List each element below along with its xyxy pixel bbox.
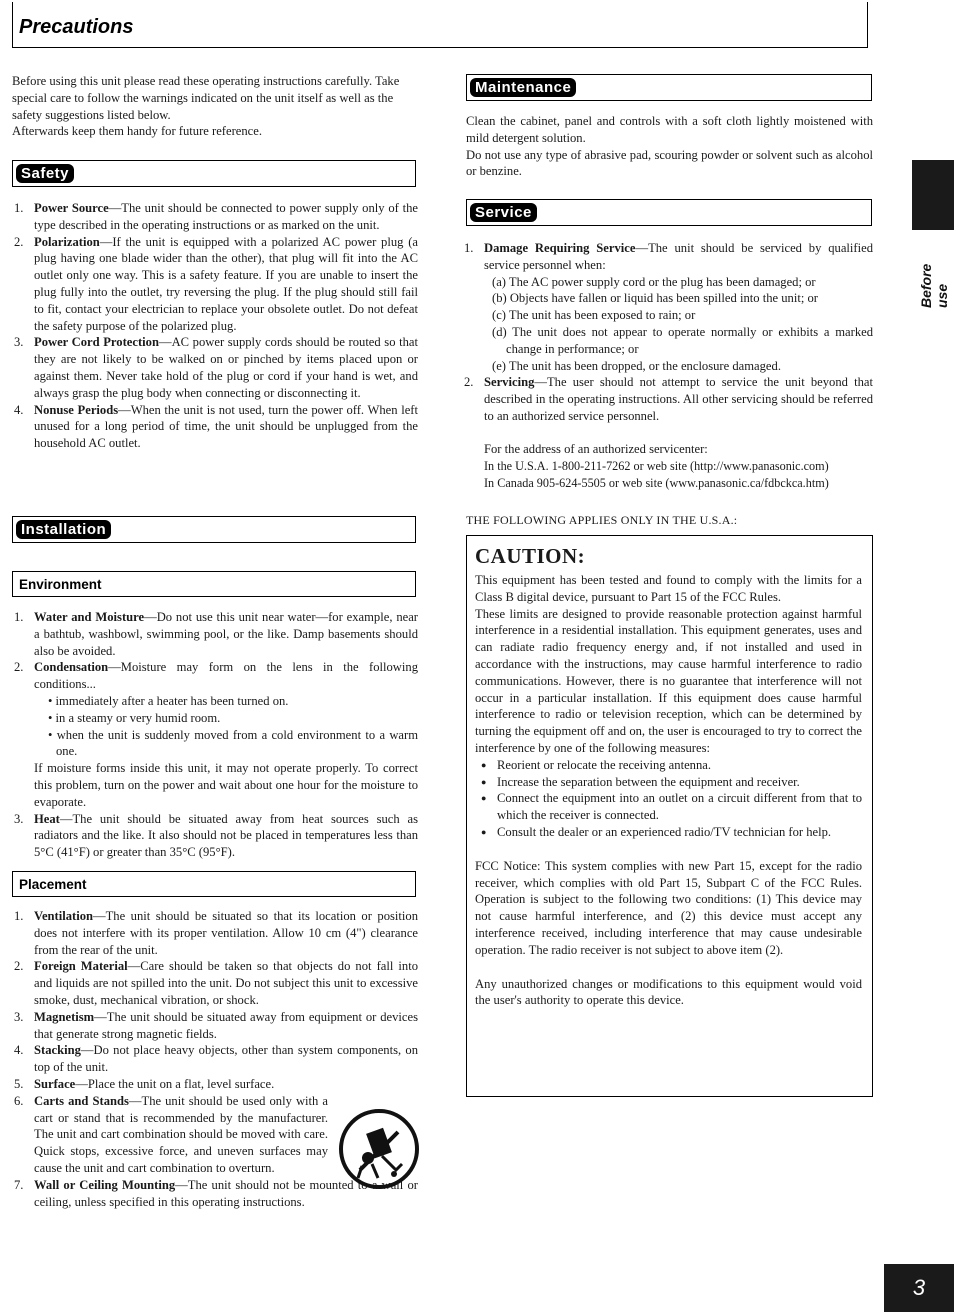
service-heading: Service [470,203,537,222]
list-item: 2. Foreign Material—Care should be taken so that objects do not fall into and liquids are not spilled into the unit. Do not subject this unit to excessive smoke, dust, mechanical vibration, or shock. [14,959,418,1007]
list-item: 4. Stacking—Do not place heavy objects, other than system components, on top of the unit. [14,1043,418,1075]
list-item: 2. Servicing—The user should not attempt to service the unit beyond that described in the operating instructions. All other servicing should be referred to an authorized service personnel. [464,375,873,423]
condensation-bullets: • immediately after a heater has been turned on. • in a steamy or very humid room. • when the unit is suddenly moved from a cold environment to a warm one. [48,693,418,759]
intro-section [12,73,418,140]
safety-heading: Safety [16,164,74,183]
safety-heading-box [12,160,416,187]
installation-heading: Installation [16,520,111,539]
page-number: 3 [884,1264,954,1312]
list-item: 1. Ventilation—The unit should be situated so that its location or position does not interfere with its proper ventilation. Allow 10 cm (4") clearance from the rear of the unit. [14,909,418,957]
service-heading-box [466,199,872,226]
list-item: ● Consult the dealer or an experienced radio/TV technician for help. [475,824,862,841]
list-item: 6. Carts and Stands—The unit should be used only with a cart or stand that is recommended by the manufacturer. The unit and cart combination should be moved with care. Quick stops, excessive force, and uneven surfaces may cause the unit and cart combination to overturn. [14,1093,328,1175]
list-item: 3. Power Cord Protection—AC power supply cords should be routed so that they are not likely to be walked on or pinched by items placed upon or against them. Never take hold of the plug or cord if your hand is wet, and always grasp the plug body when connecting or disconnecting it. [14,335,418,400]
usa-only-heading: THE FOLLOWING APPLIES ONLY IN THE U.S.A.: [466,513,738,527]
caution-paragraph-2: These limits are designed to provide reasonable protection against harmful interference in a residential installation. This equipment generates, uses and can radiate radio frequency energy and, if not installed and used in accordance with the instructions, may cause harmful interference to radio communications. However, there is no guarantee that interference will not occur in a particular installation. If this equipment does cause harmful interference to radio or television reception, which can be determined by turning the equipment off and on, the user is encouraged to try to correct the interference by one of the following measures: [475,606,862,755]
list-item: 7. Wall or Ceiling Mounting—The unit should not be mounted to a wall or ceiling, unless specified in this operating instructions. [14,1177,418,1209]
list-item: 3. Magnetism—The unit should be situated away from equipment or devices that generate strong magnetic fields. [14,1009,418,1041]
placement-heading: Placement [19,877,87,892]
list-item: 2. Condensation—Moisture may form on the lens in the following conditions... • immediately after a heater has been turned on. • in a steamy or very humid room. • when the unit is suddenly moved from a cold environment to a warm one. If moisture forms inside this unit, it may not operate properly. To correct this problem, turn on the power and wait about one hour for the moisture to evaporate. [14,660,418,809]
cart-warning-icon [338,1108,420,1190]
title-box [12,2,868,48]
side-tab-marker [912,160,954,230]
maintenance-paragraph-2: Do not use any type of abrasive pad, scouring powder or solvent such as alcohol or benzine. [466,147,873,179]
intro-paragraph: Before using this unit please read these operating instructions carefully. Take special care to follow the warnings indicated on the unit itself as well as the safety suggestions listed below. [12,74,400,122]
usa-contact: In the U.S.A. 1-800-211-7262 or web site (http://www.panasonic.com) [484,458,829,473]
safety-list [12,200,418,452]
maintenance-heading-box [466,74,872,101]
maintenance-heading: Maintenance [470,78,576,97]
list-item: 3. Heat—The unit should be situated away from heat sources such as radiators and the like. It also should not be placed in temperatures less than 5°C (41°F) or greater than 35°C (95°F). [14,811,418,860]
condensation-note: If moisture forms inside this unit, it may not operate properly. To correct this problem, turn on the power and wait about one hour for the moisture to evaporate. [34,761,418,809]
maintenance-section [466,113,873,180]
maintenance-paragraph: Clean the cabinet, panel and controls with a soft cloth lightly moistened with mild detergent solution. [466,114,873,145]
list-item: ● Connect the equipment into an outlet on a circuit different from that to which the receiver is connected. [475,790,862,824]
measures-list [475,757,862,841]
address-intro: For the address of an authorized servicenter: [484,442,708,456]
caution-paragraph: This equipment has been tested and found to comply with the limits for a Class B digital device, pursuant to Part 15 of the FCC Rules. [475,573,862,604]
list-item: 1. Power Source—The unit should be connected to power supply only of the type described in the operating instructions or as marked on the unit. [14,201,419,232]
environment-heading: Environment [19,577,102,592]
list-item: 1. Damage Requiring Service—The unit should be serviced by qualified service personnel when: (a) The AC power supply cord or the plug has been damaged; or (b) Objects have fallen or liquid has been spilled into the unit; or (c) The unit has been exposed to rain; or (d) The unit does not appear to operate normally or exhibits a marked change in performance; or (e) The unit has been dropped, or the enclosure damaged. [464,241,873,373]
side-tab-label: Before use [918,263,950,308]
list-item: 5. Surface—Place the unit on a flat, level surface. [14,1076,275,1091]
list-item: ● Increase the separation between the equipment and receiver. [475,774,862,791]
unauthorized-notice: Any unauthorized changes or modifications to this equipment would void the user's authority to operate this device. [475,976,862,1008]
placement-heading-box [12,871,416,897]
fcc-notice: FCC Notice: This system complies with new Part 15, except for the radio receiver, which complies with old Part 15, Subpart C of the FCC Rules. Operation is subject to the following two conditions: (1) This device may not cause harmful interference, and (2) this device must accept any interference received, including interference that may cause undesirable operation. The radio receiver is not subject to above item (2). [475,858,862,957]
environment-heading-box [12,571,416,597]
intro-paragraph-2: Afterwards keep them handy for future reference. [12,124,262,139]
list-item: 2. Polarization—If the unit is equipped with a polarized AC power plug (a plug having one blade wider than the other), that plug will fit into the AC outlet only one way. This is a safety feature. If you are unable to insert the plug fully into the outlet, try reversing the plug. If the plug should still fail to fit, contact your electrician to replace your obsolete outlet. Do not defeat the safety purpose of the polarized plug. [14,234,418,333]
service-list [462,240,873,425]
list-item: 4. Nonuse Periods—When the unit is not used, turn the power off. When left unused for a long period of time, the unit should be unplugged from the household AC outlet. [14,402,418,451]
service-address [484,441,874,491]
page-title: Precautions [19,16,134,38]
caution-title: CAUTION: [475,544,586,568]
caution-box [466,535,873,1097]
canada-contact: In Canada 905-624-5505 or web site (www.panasonic.ca/fdbckca.htm) [484,475,829,490]
environment-list [12,609,418,861]
list-item: 1. Water and Moisture—Do not use this unit near water—for example, near a bathtub, washbowl, swimming pool, or the like. Damp basements should also be avoided. [14,610,418,658]
list-item: ● Reorient or relocate the receiving antenna. [475,757,862,774]
service-conditions: (a) The AC power supply cord or the plug has been damaged; or (b) Objects have fallen or liquid has been spilled into the unit; or (c) The unit has been exposed to rain; or (d) The unit does not appear to operate normally or exhibits a marked change in performance; or (e) The unit has been dropped, or the enclosure damaged. [492,274,873,373]
installation-heading-box [12,516,416,543]
